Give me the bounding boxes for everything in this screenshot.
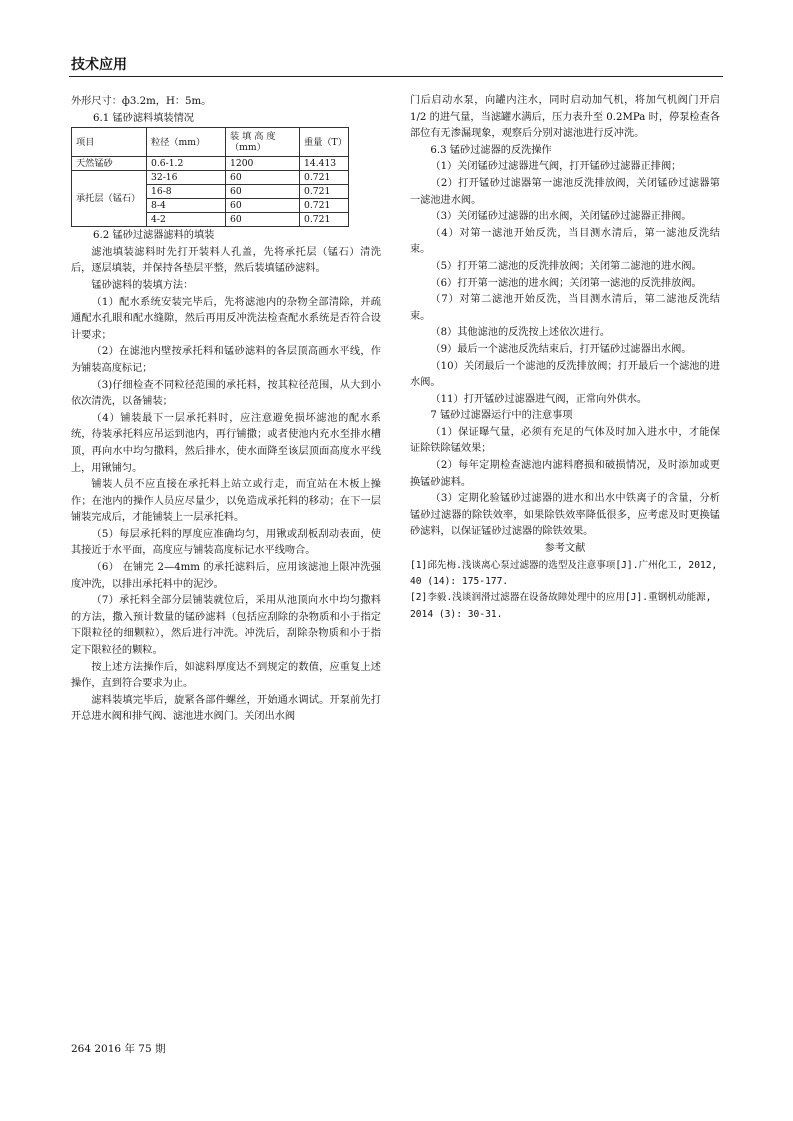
backwash-step: （7）对第二滤池开始反洗，当目测水清后，第二滤池反洗结束。 [410, 294, 720, 322]
reference-item: [1]邱先梅.浅谈离心泵过滤器的选型及注意事项[J].广州化工, 2012, 40 (14): 175-177. [410, 559, 718, 588]
section-header-title: 技术应用 [71, 57, 127, 73]
table-cell: 32-16 [147, 171, 226, 185]
note-item: （2）每年定期检查滤池内滤料磨损和破损情况，及时添加或更换锰砂滤料。 [410, 460, 720, 488]
paragraph: （7）承托料全部分层铺装就位后，采用从池顶向水中均匀撒料的方法，撒入预计数量的锰砂滤料（包括应刮除的杂物质和小于指定下限粒径的细颗粒），然后进行冲洗。冲洗后，刮除杂物质和小于指定下限粒径的颗粒。 [71, 595, 381, 657]
backwash-step: （1）关闭锰砂过滤器进气阀，打开锰砂过滤器正排阀； [430, 161, 682, 173]
table-cell: 16-8 [147, 185, 226, 199]
backwash-step: （11）打开锰砂过滤器进气阀，正常向外供水。 [430, 393, 648, 405]
table-cell: 0.6-1.2 [147, 157, 226, 171]
paragraph: 铺装人员不应直接在承托料上站立或行走，而宜站在木板上操作；在池内的操作人员应尽量少，以免造成承托料的移动；在下一层铺装完成后，才能铺装上一层承托料。 [71, 479, 381, 524]
table-cell: 60 [226, 185, 300, 199]
reference-item: [2]李毅.浅谈润滑过滤器在设备故障处理中的应用[J].重钢机动能源, 2014 (3): 30-31. [410, 592, 712, 620]
backwash-step: （2）打开锰砂过滤器第一滤池反洗排放阀，关闭锰砂过滤器第一滤池进水阀。 [410, 177, 720, 206]
backwash-step: （6）打开第一滤池的进水阀；关闭第一滤池的反洗排放阀。 [430, 277, 702, 289]
paragraph: （4）铺装最下一层承托料时，应注意避免损坏滤池的配水系统，待装承托料应吊运到池内，再行铺撒；或者使池内充水至排水槽顶，再向水中均匀撒料，然后排水，使水面降至该层顶面高度水平线上，用锹铺匀。 [71, 412, 381, 474]
section-6-3-title: 6.3 锰砂过滤器的反洗操作 [430, 144, 552, 156]
paragraph: （5）每层承托料的厚度应准确均匀，用锹或刮板刮动表面，使其接近于水平面，高度应与铺装高度标记水平线吻合。 [71, 528, 381, 557]
paragraph: 锰砂滤料的装填方法： [91, 279, 194, 291]
table-cell: 14.413 [300, 157, 349, 171]
table-cell: 8-4 [147, 199, 226, 213]
backwash-step: （4）对第一滤池开始反洗，当目测水清后，第一滤池反洗结束。 [410, 227, 720, 256]
table-cell: 60 [226, 213, 300, 227]
table-header-cell: 装 填 高 度（mm） [226, 128, 300, 157]
table-row [72, 171, 349, 185]
backwash-step: （10）关闭最后一个滤池的反洗排放阀；打开最后一个滤池的进水阀。 [410, 360, 720, 389]
references-title: 参考文献 [544, 543, 586, 555]
section-7-title: 7 锰砂过滤器运行中的注意事项 [430, 410, 573, 422]
paragraph: （1）配水系统安装完毕后，先将滤池内的杂物全部清除，并疏通配水孔眼和配水缝隙，然后再用反冲洗法检查配水系统是否符合设计要求； [71, 296, 381, 341]
left-column [71, 94, 381, 726]
page-footer: 264 2016 年 75 期 [71, 1043, 166, 1055]
table-header-cell: 项目 [72, 128, 147, 157]
table-header-cell: 重量（T） [300, 128, 349, 157]
table-cell: 4-2 [147, 213, 226, 227]
table-cell: 0.721 [300, 171, 349, 185]
section-6-2-title: 6.2 锰砂过滤器滤料的填装 [93, 230, 215, 242]
backwash-step: （8）其他滤池的反洗按上述依次进行。 [430, 327, 611, 339]
paragraph: （6） 在铺完 2—4mm 的承托滤料后，应用该滤池上限冲洗强度冲洗，以排出承托料中的泥沙。 [71, 562, 381, 590]
table-cell: 0.721 [300, 185, 349, 199]
note-item: （1）保证曝气量，必须有充足的气体及时加入进水中，才能保证除铁除锰效果； [410, 426, 720, 455]
paragraph: 按上述方法操作后，如滤料厚度达不到规定的数值，应重复上述操作，直到符合要求为止。 [71, 661, 381, 690]
table-caption: 6.1 锰砂滤料填装情况 [93, 112, 194, 124]
table-header-row [72, 128, 349, 157]
paragraph: 门后启动水泵，向罐内注水，同时启动加气机，将加气机阀门开启 1/2 的进气量，当滤罐水满后，压力表升至 0.2MPa 时，停泵检查各部位有无渗漏现象，观察后分别对滤池进行反冲洗。 [410, 95, 720, 140]
table-cell: 60 [226, 171, 300, 185]
backwash-step: （9）最后一个滤池反洗结束后，打开锰砂过滤器出水阀。 [430, 343, 692, 355]
table-header-cell: 粒径（mm） [147, 128, 226, 157]
paragraph: （3)仔细检查不同粒径范围的承托料，按其粒径范围，从大到小依次清洗，以备铺装； [71, 379, 381, 408]
backwash-step: （5）打开第二滤池的反洗排放阀；关闭第二滤池的进水阀。 [430, 260, 702, 272]
table-cell: 1200 [226, 157, 300, 171]
backwash-step: （3）关闭锰砂过滤器的出水阀，关闭锰砂过滤器正排阀。 [430, 211, 692, 223]
table-group-label: 承托层（锰石） [72, 171, 147, 227]
paragraph: 滤池填装滤料时先打开装料人孔盖，先将承托层（锰石）清洗后，逐层填装，并保持各垫层平整，然后装填锰砂滤料。 [71, 246, 381, 275]
table-row [72, 157, 349, 171]
right-column [410, 93, 720, 623]
filter-media-table [71, 127, 349, 227]
table-cell: 天然锰砂 [72, 157, 147, 171]
table-cell: 0.721 [300, 213, 349, 227]
table-cell: 60 [226, 199, 300, 213]
paragraph: （2）在滤池内壁按承托料和锰砂滤料的各层顶高画水平线，作为铺装高度标记； [71, 346, 381, 374]
header-rule [69, 76, 723, 77]
note-item: （3）定期化验锰砂过滤器的进水和出水中铁离子的含量，分析锰砂过滤器的除铁效率，如果除铁效率降低很多，应考虑及时更换锰砂滤料，以保证锰砂过滤器的除铁效果。 [410, 493, 720, 538]
dimensions-line: 外形尺寸：ф3.2m，H：5m。 [71, 96, 212, 107]
table-cell: 0.721 [300, 199, 349, 213]
paragraph: 滤料装填完毕后，旋紧各部件螺丝，开始通水调试。开泵前先打开总进水阀和排气阀、滤池进水阀门。关闭出水阀 [71, 694, 381, 723]
